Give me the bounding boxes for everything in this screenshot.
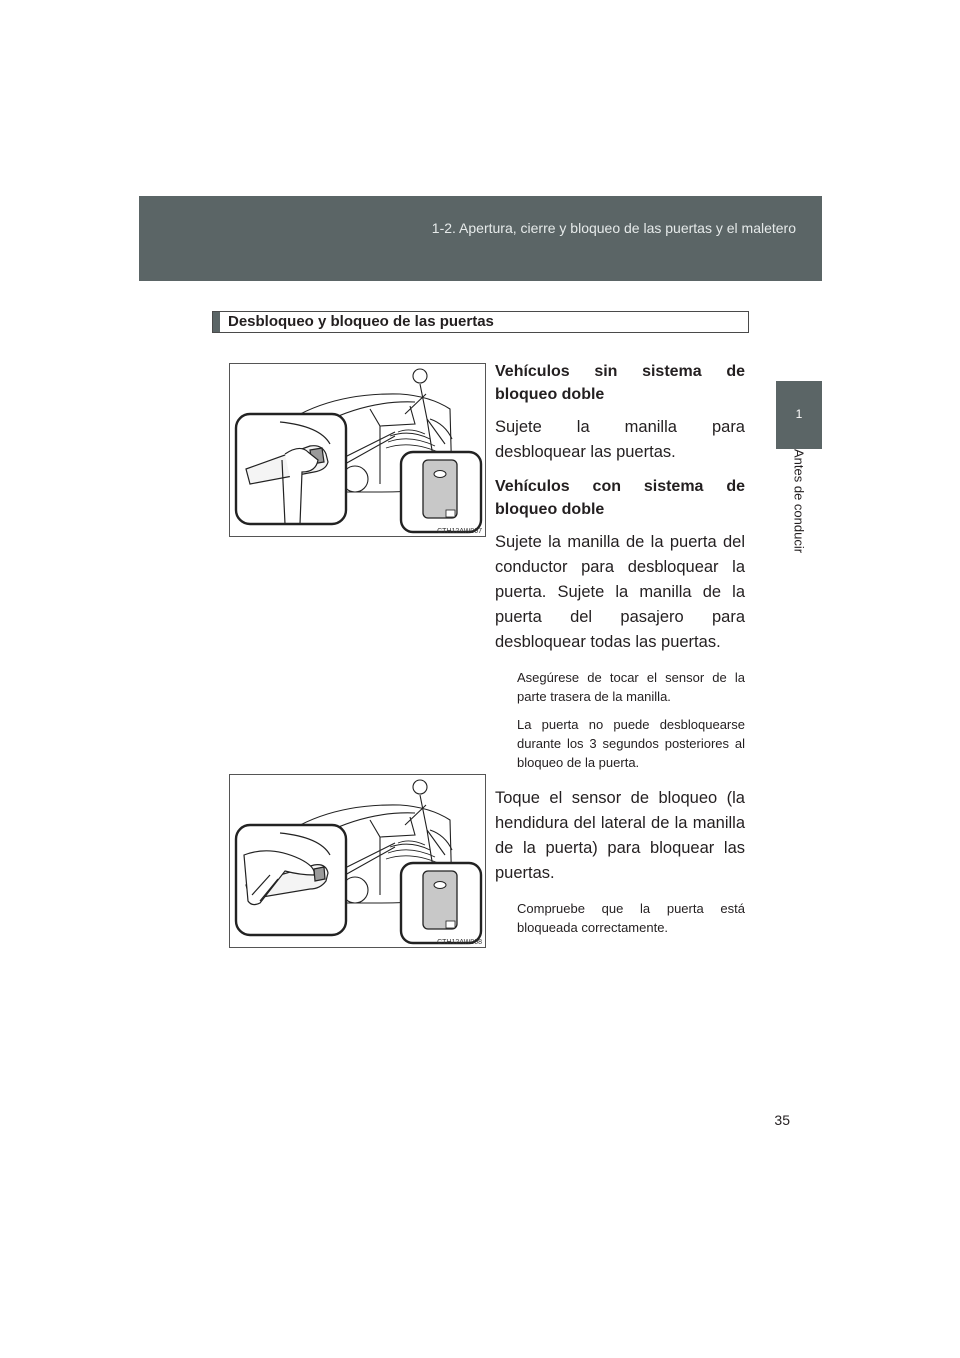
instruction-driver-door: Sujete la manilla de la puerta del conductor para desbloquear la puerta. Sujete la manilla de la puerta del pasajero para desbloquear todas las puertas. [495, 533, 745, 651]
subheading-no-double-lock-line1: Vehículos sin sistema de [495, 363, 745, 380]
subheading-double-lock-line1: Vehículos con sistema de [495, 478, 745, 495]
subheading-no-double-lock-line2: bloqueo doble [495, 386, 605, 403]
page-number: 35 [774, 1112, 790, 1128]
instruction-touch-lock-sensor: Toque el sensor de bloqueo (la hendidura del lateral de la manilla de la puerta) para bloquear las puertas. [495, 789, 745, 882]
figure-code: CTH12AW008 [437, 939, 482, 946]
chapter-tab [776, 381, 822, 449]
unlock-illustration [230, 364, 486, 537]
note-touch-sensor: Asegúrese de tocar el sensor de la parte trasera de la manilla. [517, 670, 745, 704]
note-verify-locked: Compruebe que la puerta está bloqueada correctamente. [517, 901, 745, 935]
chapter-number: 1 [795, 407, 803, 421]
chapter-label-wrap [776, 449, 822, 589]
figure-code: CTH12AW007 [437, 528, 482, 535]
figure-unlock [229, 363, 486, 537]
chapter-title: 1-2. Apertura, cierre y bloqueo de las puertas y el maletero [431, 220, 796, 236]
instruction-grasp-handle: Sujete la manilla para desbloquear las puertas. [495, 418, 745, 461]
figure-lock [229, 774, 486, 948]
text-column-1 [495, 360, 745, 772]
section-heading [212, 311, 749, 333]
header-band [139, 196, 822, 281]
note-unlock-delay: La puerta no puede desbloquearse durante los 3 segundos posteriores al bloqueo de la puerta. [517, 717, 745, 770]
chapter-label: Antes de conducir [791, 449, 807, 554]
heading-bar [213, 312, 220, 332]
text-column-2 [495, 786, 745, 937]
section-heading-text: Desbloqueo y bloqueo de las puertas [228, 313, 494, 330]
subheading-double-lock-line2: bloqueo doble [495, 501, 605, 518]
lock-illustration [230, 775, 486, 948]
